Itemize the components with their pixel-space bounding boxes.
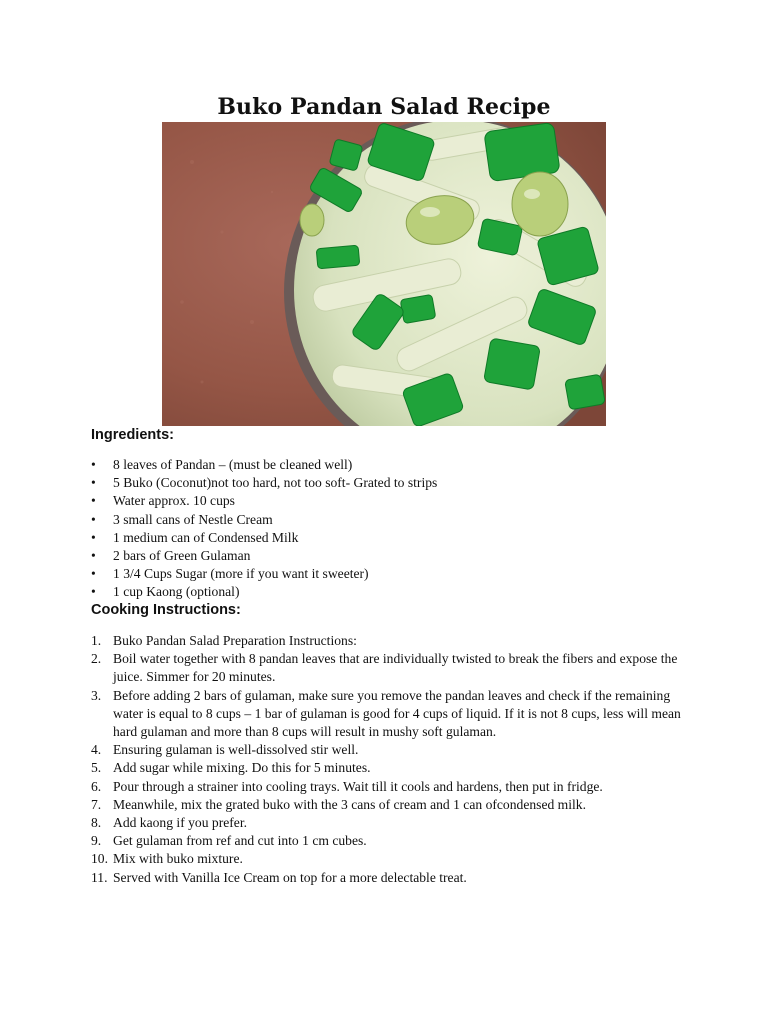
step-number: 8. bbox=[91, 815, 102, 831]
step-number: 9. bbox=[91, 833, 102, 849]
step-text: Pour through a strainer into cooling trays. Wait till it cools and hardens, then put in fridge. bbox=[113, 778, 603, 794]
step-text: Boil water together with 8 pandan leaves that are individually twisted to break the fibers and expose the juice. Simmer for 20 minutes. bbox=[113, 651, 678, 685]
step-number: 1. bbox=[91, 633, 102, 648]
list-item bbox=[91, 850, 691, 868]
list-item: • Water approx. 10 cups bbox=[91, 492, 437, 510]
list-item: • 2 bars of Green Gulaman bbox=[91, 547, 437, 565]
list-item: • 8 leaves of Pandan – (must be cleaned well) bbox=[91, 456, 437, 474]
step-number: 7. bbox=[91, 796, 102, 812]
list-item: • 3 small cans of Nestle Cream bbox=[91, 511, 437, 529]
step-text: Add kaong if you prefer. bbox=[113, 815, 248, 831]
step-text: Buko Pandan Salad Preparation Instructions: bbox=[113, 633, 357, 648]
step-text: Before adding 2 bars of gulaman, make sure you remove the pandan leaves and check if the remaining water is equal to 8 cups – 1 bar of gulaman is good for 4 cups of liquid. If it is not 8 cups, less will mean hard gulaman and more than 8 cups will result in mushy soft gulaman. bbox=[113, 687, 681, 740]
step-number: 4. bbox=[91, 742, 102, 758]
step-number: 3. bbox=[91, 687, 102, 703]
list-item bbox=[91, 778, 691, 796]
list-item: • 1 cup Kaong (optional) bbox=[91, 583, 437, 601]
step-text: Mix with buko mixture. bbox=[113, 851, 243, 867]
instructions-list bbox=[91, 632, 691, 887]
list-item: • 1 medium can of Condensed Milk bbox=[91, 529, 437, 547]
step-text: Ensuring gulaman is well-dissolved stir well. bbox=[113, 742, 359, 758]
step-number: 11. bbox=[91, 869, 108, 885]
list-item bbox=[91, 741, 691, 759]
list-item bbox=[91, 759, 691, 777]
step-text: Served with Vanilla Ice Cream on top for a more delectable treat. bbox=[113, 869, 467, 885]
step-text: Get gulaman from ref and cut into 1 cm cubes. bbox=[113, 833, 367, 849]
list-item: • 1 3/4 Cups Sugar (more if you want it sweeter) bbox=[91, 565, 437, 583]
list-item bbox=[91, 869, 691, 887]
step-number: 2. bbox=[91, 651, 102, 667]
step-text: Add sugar while mixing. Do this for 5 minutes. bbox=[113, 760, 371, 776]
ingredients-heading: Ingredients: bbox=[91, 427, 174, 443]
list-item bbox=[91, 796, 691, 814]
list-item bbox=[91, 632, 691, 650]
ingredients-list bbox=[91, 456, 437, 602]
step-text: Meanwhile, mix the grated buko with the 3 cans of cream and 1 can ofcondensed milk. bbox=[113, 796, 586, 812]
instructions-heading: Cooking Instructions: bbox=[91, 602, 241, 618]
step-number: 10. bbox=[91, 851, 108, 867]
buko-pandan-photo bbox=[162, 122, 606, 426]
list-item bbox=[91, 687, 691, 742]
list-item bbox=[91, 814, 691, 832]
step-number: 5. bbox=[91, 760, 102, 776]
list-item bbox=[91, 832, 691, 850]
step-number: 6. bbox=[91, 778, 102, 794]
list-item: • 5 Buko (Coconut)not too hard, not too soft- Grated to strips bbox=[91, 474, 437, 492]
list-item bbox=[91, 650, 691, 686]
page-title: Buko Pandan Salad Recipe bbox=[217, 94, 551, 120]
